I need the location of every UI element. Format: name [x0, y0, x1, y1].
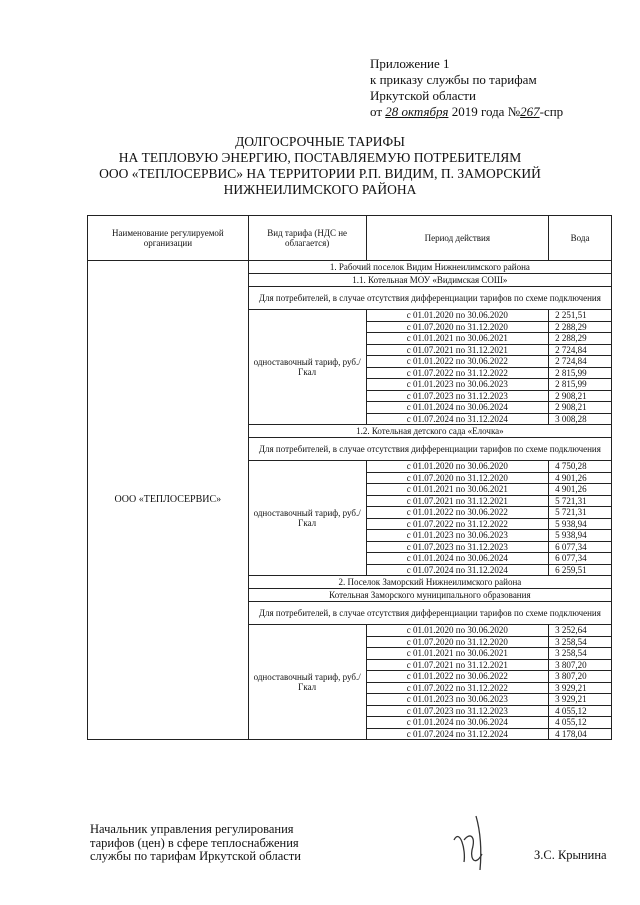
title-line1: ДОЛГОСРОЧНЫЕ ТАРИФЫ	[235, 134, 405, 149]
water-value-cell: 3 252,64	[549, 625, 612, 637]
appendix-line1: Приложение 1	[370, 56, 450, 71]
appendix-date-line	[370, 104, 563, 120]
period-cell: с 01.07.2022 по 31.12.2022	[366, 518, 549, 530]
period-cell: с 01.01.2024 по 30.06.2024	[366, 553, 549, 565]
period-cell: с 01.07.2022 по 31.12.2022	[366, 682, 549, 694]
water-value-cell: 2 288,29	[549, 333, 612, 345]
water-value-cell: 4 055,12	[549, 717, 612, 729]
tariff-type-cell: одноставочный тариф, руб./Гкал	[248, 461, 366, 576]
water-value-cell: 3 807,20	[549, 659, 612, 671]
section-row	[88, 261, 612, 274]
signature-block	[90, 823, 301, 864]
date-suffix: -спр	[539, 104, 564, 119]
date-handwritten: 28 октября	[385, 104, 449, 119]
tariff-type-cell: одноставочный тариф, руб./Гкал	[248, 310, 366, 425]
period-cell: с 01.07.2023 по 31.12.2023	[366, 541, 549, 553]
water-value-cell: 6 259,51	[549, 564, 612, 576]
period-cell: с 01.01.2022 по 30.06.2022	[366, 356, 549, 368]
water-value-cell: 4 901,26	[549, 472, 612, 484]
water-value-cell: 2 908,21	[549, 402, 612, 414]
appendix-block	[370, 56, 563, 120]
date-prefix: от	[370, 104, 383, 119]
period-cell: с 01.07.2024 по 31.12.2024	[366, 728, 549, 740]
period-cell: с 01.01.2020 по 30.06.2020	[366, 625, 549, 637]
water-value-cell: 3 929,21	[549, 694, 612, 706]
subsection-1-2-title: 1.2. Котельная детского сада «Елочка»	[248, 425, 611, 438]
date-middle: 2019 года №	[451, 104, 521, 119]
period-cell: с 01.07.2023 по 31.12.2023	[366, 705, 549, 717]
period-cell: с 01.07.2024 по 31.12.2024	[366, 413, 549, 425]
water-value-cell: 2 251,51	[549, 310, 612, 322]
period-cell: с 01.01.2020 по 30.06.2020	[366, 310, 549, 322]
water-value-cell: 2 724,84	[549, 356, 612, 368]
water-value-cell: 2 724,84	[549, 344, 612, 356]
period-cell: с 01.07.2021 по 31.12.2021	[366, 659, 549, 671]
water-value-cell: 3 258,54	[549, 648, 612, 660]
section-title: 2. Поселок Заморский Нижнеилимского района	[248, 576, 611, 589]
title-line3: ООО «ТЕПЛОСЕРВИС» НА ТЕРРИТОРИИ Р.П. ВИДИМ, П. ЗАМОРСКИЙ	[99, 166, 541, 181]
header-kind: Вид тарифа (НДС не облагается)	[248, 216, 366, 261]
water-value-cell: 3 258,54	[549, 636, 612, 648]
water-value-cell: 5 938,94	[549, 530, 612, 542]
period-cell: с 01.07.2020 по 31.12.2020	[366, 472, 549, 484]
order-number: 267	[520, 104, 540, 119]
water-value-cell: 6 077,34	[549, 553, 612, 565]
water-value-cell: 3 807,20	[549, 671, 612, 683]
title-line2: НА ТЕПЛОВУЮ ЭНЕРГИЮ, ПОСТАВЛЯЕМУЮ ПОТРЕБИТЕЛЯМ	[118, 150, 522, 165]
water-value-cell: 2 815,99	[549, 379, 612, 391]
water-value-cell: 4 055,12	[549, 705, 612, 717]
title-line4: НИЖНЕИЛИМСКОГО РАЙОНА	[223, 182, 417, 197]
water-value-cell: 4 178,04	[549, 728, 612, 740]
consumer-note: Для потребителей, в случае отсутствия дифференциации тарифов по схеме подключения	[248, 438, 611, 461]
appendix-line3: Иркутской области	[370, 88, 476, 103]
period-cell: с 01.01.2021 по 30.06.2021	[366, 484, 549, 496]
signature-line3: службы по тарифам Иркутской области	[90, 849, 301, 863]
consumer-note: Для потребителей, в случае отсутствия дифференциации тарифов по схеме подключения	[248, 602, 611, 625]
water-value-cell: 2 288,29	[549, 321, 612, 333]
period-cell: с 01.07.2021 по 31.12.2021	[366, 495, 549, 507]
header-org: Наименование регулируемой организации	[88, 216, 249, 261]
water-value-cell: 5 721,31	[549, 507, 612, 519]
appendix-line2: к приказу службы по тарифам	[370, 72, 537, 87]
period-cell: с 01.01.2024 по 30.06.2024	[366, 717, 549, 729]
handwritten-signature	[446, 810, 496, 872]
period-cell: с 01.01.2021 по 30.06.2021	[366, 333, 549, 345]
document-title	[60, 134, 580, 198]
tariff-type-cell: одноставочный тариф, руб./Гкал	[248, 625, 366, 740]
period-cell: с 01.07.2020 по 31.12.2020	[366, 636, 549, 648]
table-header-row	[88, 216, 612, 261]
period-cell: с 01.07.2021 по 31.12.2021	[366, 344, 549, 356]
period-cell: с 01.07.2020 по 31.12.2020	[366, 321, 549, 333]
signature-line2: тарифов (цен) в сфере теплоснабжения	[90, 835, 299, 850]
consumer-note: Для потребителей, в случае отсутствия дифференциации тарифов по схеме подключения	[248, 287, 611, 310]
organization-cell: ООО «ТЕПЛОСЕРВИС»	[88, 261, 249, 740]
header-period: Период действия	[366, 216, 549, 261]
period-cell: с 01.01.2022 по 30.06.2022	[366, 671, 549, 683]
water-value-cell: 3 929,21	[549, 682, 612, 694]
water-value-cell: 5 721,31	[549, 495, 612, 507]
water-value-cell: 2 908,21	[549, 390, 612, 402]
water-value-cell: 3 008,28	[549, 413, 612, 425]
water-value-cell: 5 938,94	[549, 518, 612, 530]
water-value-cell: 4 750,28	[549, 461, 612, 473]
period-cell: с 01.07.2022 по 31.12.2022	[366, 367, 549, 379]
period-cell: с 01.01.2022 по 30.06.2022	[366, 507, 549, 519]
water-value-cell: 4 901,26	[549, 484, 612, 496]
period-cell: с 01.01.2023 по 30.06.2023	[366, 530, 549, 542]
signatory-name: З.С. Крынина	[534, 848, 607, 862]
period-cell: с 01.07.2023 по 31.12.2023	[366, 390, 549, 402]
water-value-cell: 6 077,34	[549, 541, 612, 553]
subsection-2-1-title: Котельная Заморского муниципального образования	[248, 589, 611, 602]
period-cell: с 01.01.2024 по 30.06.2024	[366, 402, 549, 414]
water-value-cell: 2 815,99	[549, 367, 612, 379]
period-cell: с 01.01.2023 по 30.06.2023	[366, 379, 549, 391]
period-cell: с 01.01.2020 по 30.06.2020	[366, 461, 549, 473]
section-title: 1. Рабочий поселок Видим Нижнеилимского района	[248, 261, 611, 274]
header-water: Вода	[549, 216, 612, 261]
period-cell: с 01.07.2024 по 31.12.2024	[366, 564, 549, 576]
subsection-1-1-title: 1.1. Котельная МОУ «Видимская СОШ»	[248, 274, 611, 287]
period-cell: с 01.01.2021 по 30.06.2021	[366, 648, 549, 660]
signature-line1: Начальник управления регулирования	[90, 822, 294, 836]
tariff-table	[87, 215, 612, 740]
period-cell: с 01.01.2023 по 30.06.2023	[366, 694, 549, 706]
